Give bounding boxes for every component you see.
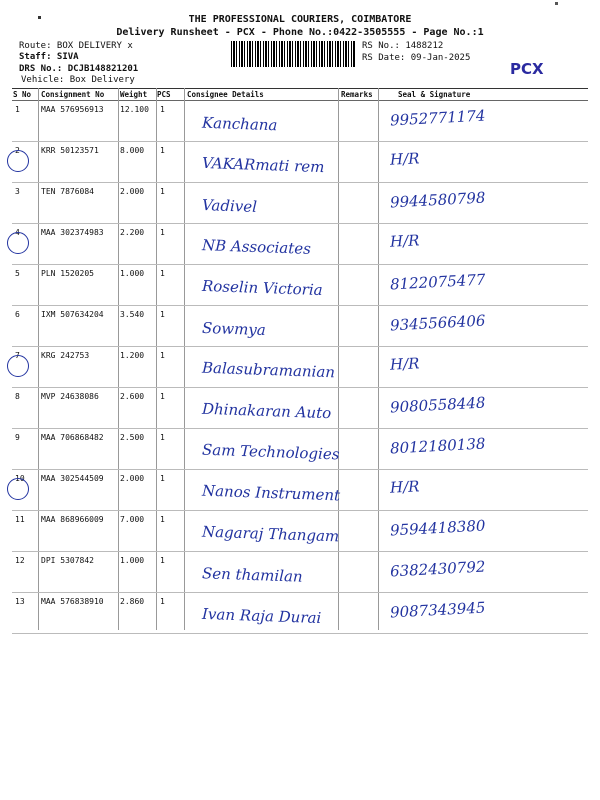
row-sno: 2 [15, 146, 20, 155]
row-consignee-handwriting: Dhinakaran Auto [201, 399, 332, 423]
pcx-logo: PCX [510, 60, 544, 78]
row-consignment-no: MAA 302544509 [41, 474, 104, 483]
row-divider [12, 633, 588, 634]
row-pcs: 1 [160, 310, 165, 319]
row-weight: 2.000 [120, 187, 145, 196]
table-row [0, 470, 600, 511]
hand-drawn-circle-mark [7, 478, 29, 500]
row-weight: 1.000 [120, 269, 145, 278]
row-consignment-no: TEN 7876084 [41, 187, 94, 196]
row-consignment-no: MAA 576838910 [41, 597, 104, 606]
hand-drawn-circle-mark [7, 355, 29, 377]
rs-date: RS Date: 09-Jan-2025 [362, 53, 471, 63]
row-consignee-handwriting: Vadivel [201, 196, 258, 216]
row-consignee-handwriting: Sowmya [201, 318, 267, 340]
row-pcs: 1 [160, 228, 165, 237]
row-consignment-no: MAA 706868482 [41, 433, 104, 442]
route-label: Route: BOX DELIVERY x [19, 41, 133, 51]
row-weight: 2.000 [120, 474, 145, 483]
row-signature-handwriting: 6382430792 [389, 557, 486, 581]
table-row [0, 388, 600, 429]
row-signature-handwriting: 9594418380 [389, 516, 486, 540]
row-pcs: 1 [160, 597, 165, 606]
row-consignment-no: MAA 576956913 [41, 105, 104, 114]
row-consignment-no: IXM 507634204 [41, 310, 104, 319]
row-signature-handwriting: 9080558448 [389, 393, 486, 417]
row-signature-handwriting: 9952771174 [389, 106, 486, 130]
table-row [0, 552, 600, 593]
row-sno: 7 [15, 351, 20, 360]
runsheet-subtitle: Delivery Runsheet - PCX - Phone No.:0422-3505555 - Page No.:1 [116, 27, 484, 38]
row-consignee-handwriting: Roselin Victoria [201, 276, 323, 300]
row-consignee-handwriting: Kanchana [201, 113, 278, 135]
row-pcs: 1 [160, 146, 165, 155]
row-signature-handwriting: 9944580798 [389, 188, 486, 212]
row-signature-handwriting: 8012180138 [389, 434, 486, 458]
row-pcs: 1 [160, 392, 165, 401]
row-signature-handwriting: H/R [389, 477, 420, 497]
row-consignment-no: MVP 24638086 [41, 392, 99, 401]
row-sno: 12 [15, 556, 25, 565]
table-row [0, 183, 600, 224]
col-header-pcs: PCS [157, 90, 171, 99]
row-pcs: 1 [160, 433, 165, 442]
row-consignment-no: KRR 50123571 [41, 146, 99, 155]
row-sno: 3 [15, 187, 20, 196]
row-weight: 1.000 [120, 556, 145, 565]
row-sno: 10 [15, 474, 25, 483]
table-row [0, 511, 600, 552]
row-signature-handwriting: H/R [389, 149, 420, 169]
col-header-weight: Weight [120, 90, 148, 99]
row-consignee-handwriting: VAKARmati rem [201, 153, 325, 177]
row-consignment-no: DPI 5307842 [41, 556, 94, 565]
table-row [0, 593, 600, 634]
row-sno: 1 [15, 105, 20, 114]
staff-label: Staff: SIVA [19, 52, 79, 62]
col-header-consignee: Consignee Details [187, 90, 264, 99]
row-consignee-handwriting: Sam Technologies [201, 440, 340, 464]
row-sno: 8 [15, 392, 20, 401]
row-sno: 4 [15, 228, 20, 237]
row-sno: 5 [15, 269, 20, 278]
row-pcs: 1 [160, 187, 165, 196]
table-row [0, 142, 600, 183]
row-signature-handwriting: H/R [389, 354, 420, 374]
row-sno: 11 [15, 515, 25, 524]
rs-number: RS No.: 1488212 [362, 41, 444, 51]
stray-mark [555, 2, 558, 5]
col-header-signature: Seal & Signature [398, 90, 471, 99]
row-pcs: 1 [160, 269, 165, 278]
row-signature-handwriting: 8122075477 [389, 270, 486, 294]
row-weight: 2.200 [120, 228, 145, 237]
row-signature-handwriting: 9345566406 [389, 311, 486, 335]
row-consignee-handwriting: Balasubramanian [201, 358, 336, 382]
row-pcs: 1 [160, 351, 165, 360]
vehicle-label: Vehicle: Box Delivery [21, 75, 135, 85]
row-pcs: 1 [160, 515, 165, 524]
table-row [0, 347, 600, 388]
row-signature-handwriting: H/R [389, 231, 420, 251]
row-consignee-handwriting: NB Associates [201, 236, 312, 258]
row-weight: 8.000 [120, 146, 145, 155]
hand-drawn-circle-mark [7, 232, 29, 254]
row-consignee-handwriting: Ivan Raja Durai [201, 604, 322, 628]
table-top-border [12, 88, 588, 89]
row-weight: 1.200 [120, 351, 145, 360]
row-consignee-handwriting: Sen thamilan [201, 564, 303, 586]
row-consignment-no: MAA 868966009 [41, 515, 104, 524]
row-signature-handwriting: 9087343945 [389, 598, 486, 622]
row-sno: 6 [15, 310, 20, 319]
table-row [0, 224, 600, 265]
row-consignee-handwriting: Nanos Instrument [201, 481, 341, 505]
row-weight: 12.100 [120, 105, 149, 114]
row-weight: 2.500 [120, 433, 145, 442]
row-pcs: 1 [160, 105, 165, 114]
col-header-remarks: Remarks [341, 90, 373, 99]
row-pcs: 1 [160, 556, 165, 565]
drs-number: DRS No.: DCJB148821201 [19, 64, 139, 74]
row-consignment-no: PLN 1520205 [41, 269, 94, 278]
row-weight: 7.000 [120, 515, 145, 524]
table-row [0, 306, 600, 347]
row-pcs: 1 [160, 474, 165, 483]
hand-drawn-circle-mark [7, 150, 29, 172]
row-weight: 2.860 [120, 597, 145, 606]
barcode [231, 41, 355, 67]
col-header-consignment: Consignment No [41, 90, 105, 99]
table-row [0, 265, 600, 306]
row-weight: 2.600 [120, 392, 145, 401]
table-row [0, 429, 600, 470]
row-consignment-no: MAA 302374983 [41, 228, 104, 237]
table-row [0, 101, 600, 142]
row-sno: 9 [15, 433, 20, 442]
row-consignment-no: KRG 242753 [41, 351, 90, 360]
row-sno: 13 [15, 597, 25, 606]
company-title: THE PROFESSIONAL COURIERS, COIMBATORE [188, 14, 412, 25]
col-header-sno: S No [13, 90, 32, 99]
row-consignee-handwriting: Nagaraj Thangam [201, 522, 340, 546]
row-weight: 3.540 [120, 310, 145, 319]
